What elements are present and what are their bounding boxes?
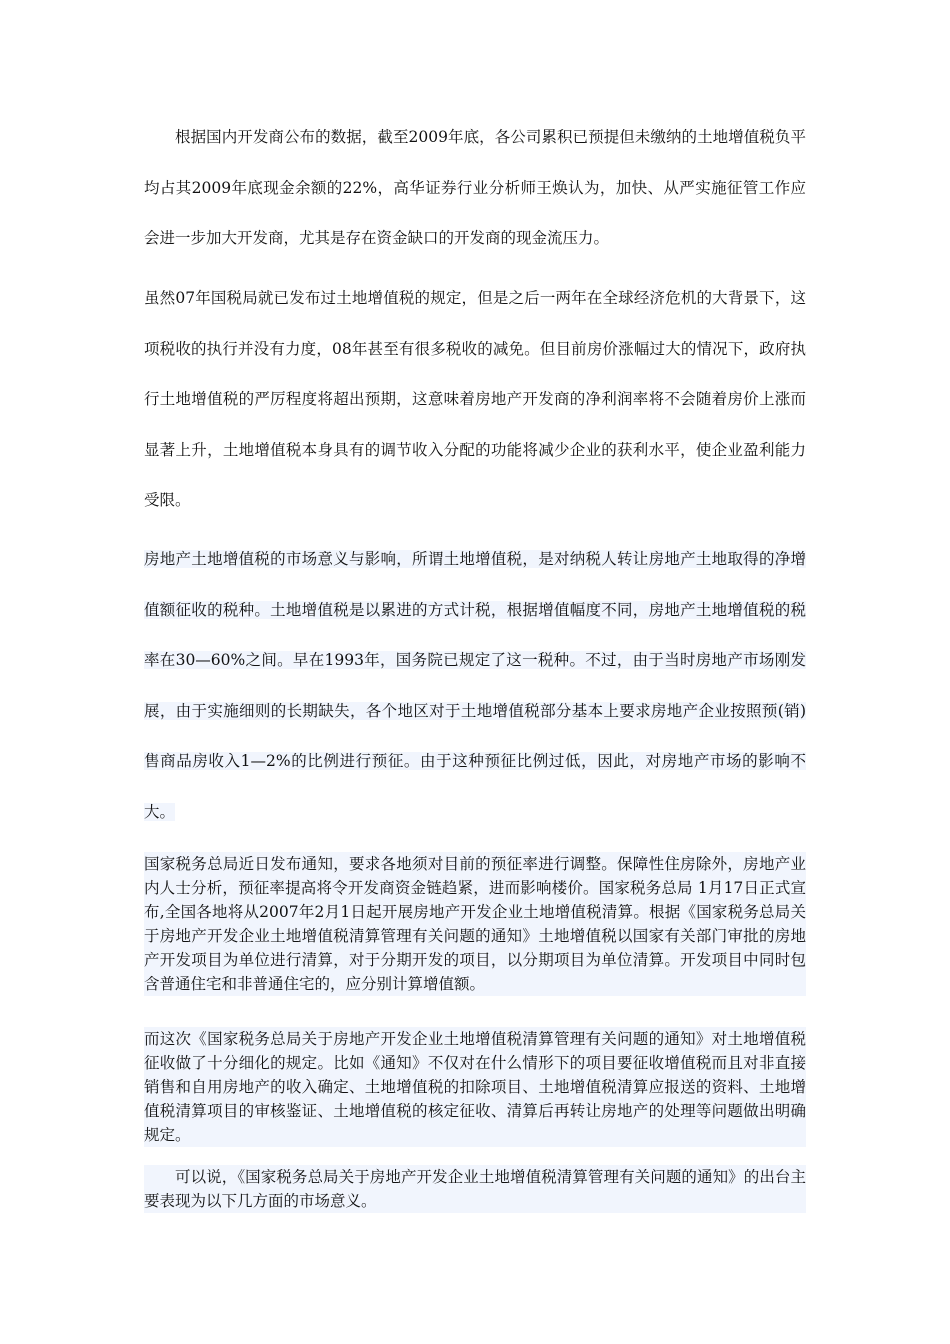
paragraph-1: 根据国内开发商公布的数据，截至2009年底，各公司累积已预提但未缴纳的土地增值税负平均占其2009年底现金余额的22%，高华证券行业分析师王焕认为，加快、从严实施征管工作应会进一步加大开发商，尤其是存在资金缺口的开发商的现金流压力。 [144, 128, 806, 247]
paragraph-6: 可以说，《国家税务总局关于房地产开发企业土地增值税清算管理有关问题的通知》的出台主要表现为以下几方面的市场意义。 [144, 1165, 806, 1213]
paragraph-5: 而这次《国家税务总局关于房地产开发企业土地增值税清算管理有关问题的通知》对土地增值税征收做了十分细化的规定。比如《通知》不仅对在什么情形下的项目要征收增值税而且对非直接销售和自用房地产的收入确定、土地增值税的扣除项目、土地增值税清算应报送的资料、土地增值税清算项目的审核鉴证、土地增值税的核定征收、清算后再转让房地产的处理等问题做出明确规定。 [144, 1027, 806, 1147]
paragraph-4: 国家税务总局近日发布通知，要求各地须对目前的预征率进行调整。保障性住房除外，房地产业内人士分析，预征率提高将令开发商资金链趋紧，进而影响楼价。国家税务总局 1月17日正式宣布,全国各地将从2007年2月1日起开展房地产开发企业土地增值税清算。根据《国家税务总局关于房地产开发企业土地增值税清算管理有关问题的通知》土地增值税以国家有关部门审批的房地产开发项目为单位进行清算，对于分期开发的项目，以分期项目为单位清算。开发项目中同时包含普通住宅和非普通住宅的，应分别计算增值额。 [144, 852, 806, 996]
paragraph-3 [144, 534, 806, 837]
paragraph-3-text: 房地产土地增值税的市场意义与影响，所谓土地增值税，是对纳税人转让房地产土地取得的净增值额征收的税种。土地增值税是以累进的方式计税，根据增值幅度不同，房地产土地增值税的税率在30—60%之间。早在1993年，国务院已规定了这一税种。不过，由于当时房地产市场刚发展，由于实施细则的长期缺失，各个地区对于土地增值税部分基本上要求房地产企业按照预(销)售商品房收入1—2%的比例进行预征。由于这种预征比例过低，因此，对房地产市场的影响不大。 [144, 550, 806, 821]
paragraph-2: 虽然07年国税局就已发布过土地增值税的规定，但是之后一两年在全球经济危机的大背景下，这项税收的执行并没有力度，08年甚至有很多税收的减免。但目前房价涨幅过大的情况下，政府执行土地增值税的严厉程度将超出预期，这意味着房地产开发商的净利润率将不会随着房价上涨而显著上升，土地增值税本身具有的调节收入分配的功能将减少企业的获利水平，使企业盈利能力受限。 [144, 289, 806, 509]
